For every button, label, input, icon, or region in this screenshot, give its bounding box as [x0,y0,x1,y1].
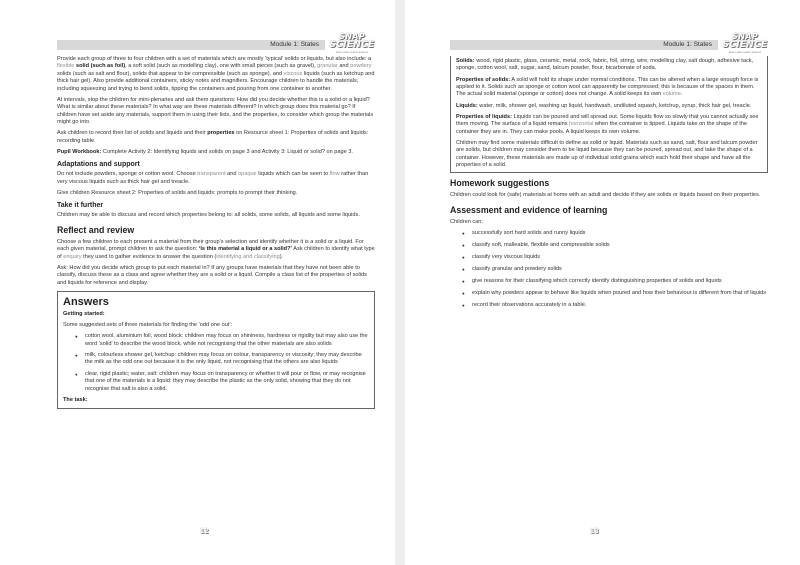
list-item: ● cotton wool, aluminium foil, wood block: children may focus on shininess, hardness or rigidity but may also use the word ‘solid’ to describe the wood block, while not recognising that the other materials are also solids [63,333,369,348]
snap-science-logo [715,32,775,54]
homework-paragraph: Children could look for (safe) materials at home with an adult and decide if they are solids or liquids based on their properties. [450,192,761,199]
solid-properties: Properties of solids: A solid will hold its shape under normal conditions. This can be altered when a large enough force is applied to it. Solids such as sponge or cotton wool can apparently be compressed; this is because of the spaces in them. The actual solid material (sponge or cotton) does not change. A solid keeps its own volume. [456,76,759,98]
adaptations-paragraph: Do not include powders, sponge or cotton wool. Choose transparent and opaque liquids which can be seen to flow rather than very viscous liquids such as thick hair gel and treacle. [57,171,369,185]
module-title: Module 1: States [663,41,712,48]
list-item: ● give reasons for their classifying which correctly identify distinguishing properties of solids and liquids [450,278,768,285]
page-number: 12 [200,528,209,535]
task-label: The task: [63,396,88,403]
answers-intro: Some suggested sets of three materials for finding the ‘odd one out’: [63,321,233,328]
learning-list [450,230,768,309]
module-title: Module 1: States [270,41,319,48]
logo-line1: SNAP [732,32,758,41]
reflect-paragraph: Choose a few children to each present a material from their group’s selection and identify whether it is a solid or a liquid. For each given material, prompt children to ask the question: ‘Is this material a liquid or a solid?’ Ask children to identify what type of enquiry they used to gather evidence to answer the question (identifying and classifying). [57,238,375,260]
module-header-bar [57,40,325,50]
list-item: ● record their observations accurately in a table. [450,302,768,309]
left-body [57,56,375,409]
workbook-paragraph: Pupil Workbook: Complete Activity 2: Identifying liquids and solids on page 3 and Activity 3: Liquid or solid? on page 3. [57,148,353,155]
ask-paragraph: Ask: How did you decide which group to put each material in? If any groups have materials that they have not been able to classify, discuss these as a class and agree whether they are a solid or a liquid. Compile a class list of the properties of solids and liquids for reference and display. [57,264,367,286]
list-item: ● explain why powders appear to behave like liquids when poured and how their behaviour is different from that of liquids [450,290,768,297]
difficult-materials-paragraph: Children may find some materials difficult to define as solid or liquid. Materials such as sand, salt, flour and talcum powder are solids, but children may consider them to be liquid because they can be poured, spread out, and take the shape of a container. However, these materials are made up of individual solid grains which each hold their shape and have all the properties of a solid. [456,139,758,169]
reflect-heading: Reflect and review [57,224,135,235]
right-body [450,56,768,313]
logo-line1: SNAP [339,32,365,41]
logo-line2: SCIENCE [722,40,768,50]
logo-tagline: learn·plan·teach·assess [335,50,368,54]
adaptations-heading: Adaptations and support [57,161,140,169]
left-page [0,0,395,565]
answers-list [63,333,369,393]
children-can-label: Children can: [450,218,483,225]
list-item: ● clear, rigid plastic; water, salt: children may focus on transparency or whether it will pour or flow, or may recognise that one of the materials is a liquid; they may describe the plastic as the only solid, showing that they do not recognise that salt is also a solid. [63,371,369,393]
plenary-paragraph: At intervals, stop the children for mini-plenaries and ask them questions: How did you decide whether this is a solid or a liquid? What is similar about these materials? In what way are these materials different? In which group does this material go? If children have set aside any materials, support them in using their lists, and the properties, to consider which group the materials might go into. [57,96,374,126]
list-item: ● classify very viscous liquids [450,254,768,261]
assessment-heading: Assessment and evidence of learning [450,204,608,215]
logo-line2: SCIENCE [329,40,375,50]
logo-tagline: learn·plan·teach·assess [728,50,761,54]
snap-science-logo [322,32,382,54]
answers-title: Answers [63,295,109,308]
answers-box [57,291,375,410]
further-heading: Take it further [57,202,104,210]
record-paragraph: Ask children to record their list of solids and liquids and their properties on Resource sheet 1: Properties of solids and liquids: recording table. [57,130,369,144]
list-item: ● milk, colourless shower gel, ketchup: children may focus on colour, transparency or viscosity; they may describe the milk as the odd one out because it is the only liquid, not recognising that the others are also liquids [63,352,369,367]
page-number: 13 [590,528,599,535]
right-page [405,0,800,565]
intro-paragraph: Provide each group of three to four children with a set of materials which are mostly ‘typical’ solids or liquids, but also include: a flexible solid (such as foil), a soft solid (such as modelling clay), one with small pieces (such as gravel), granular and powdery solids (such as salt and flour), solids that appear to be compressible (such as sponge), and viscous liquids (such as ketchup and thick hair gel). Also provide additional containers, sticky notes and magnifiers. Encourage children to handle the materials, including squeezing and trying to bend solids, tipping the containers and pouring from one container to another. [57,56,375,92]
module-header-bar [450,40,718,50]
liquid-properties: Properties of liquids: Liquids can be poured and will spread out. Some liquids flow so slowly that you cannot actually see them moving. The surface of a liquid remains horizontal when the container is tipped. Liquids take on the shape of the container they are in. They can make pools. A liquid keeps its own volume. [456,113,759,135]
list-item: ● successfully sort hard solids and runny liquids [450,230,768,237]
getting-started-label: Getting started: [63,310,105,317]
solids-list: Solids: wood, rigid plastic, glass, ceramic, metal, rock, fabric, foil, string, wire, modelling clay, salt dough, adhesive tack, sponge, cotton wool, salt, sugar, sand, talcum powder, flour, bicarbonate of soda. [456,58,754,72]
homework-heading: Homework suggestions [450,178,550,189]
resource-paragraph: Give children Resource sheet 2: Properties of solids and liquids: prompts to prompt their thinking. [57,189,298,196]
liquids-list: Liquids: water, milk, shower gel, washing up liquid, handwash, undiluted squash, ketchup, syrup, thick hair gel, treacle. [456,102,752,109]
page-gutter [395,0,405,565]
list-item: ● classify soft, malleable, flexible and compressible solids [450,242,768,249]
list-item: ● classify granular and powdery solids [450,266,768,273]
further-paragraph: Children may be able to discuss and record which properties belong to: all solids, some solids, all liquids and some liquids. [57,212,360,219]
answers-continued-box [450,56,768,173]
